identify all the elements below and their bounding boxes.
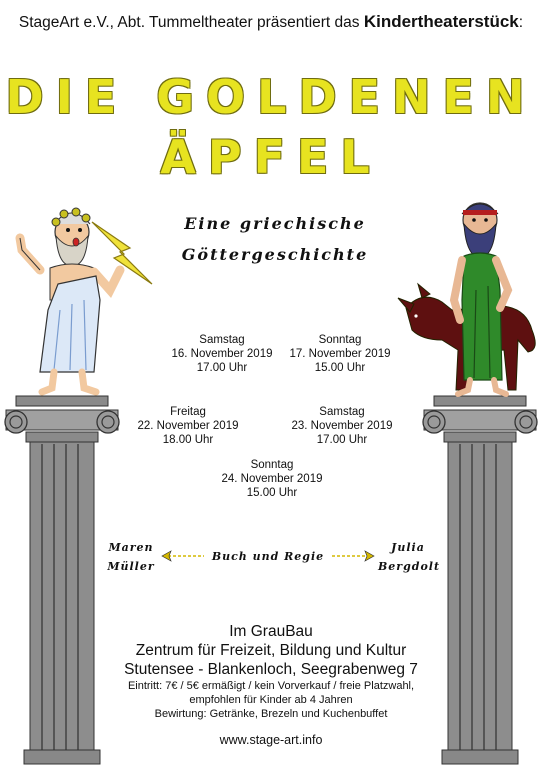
venue-age: empfohlen für Kinder ab 4 Jahren (189, 694, 353, 706)
date-2-day: Sonntag (318, 334, 362, 346)
date-5-day: Sonntag (250, 459, 294, 471)
date-4-day: Samstag (319, 406, 365, 418)
date-block-5 (202, 458, 342, 500)
lightning-bolt-icon (90, 218, 160, 288)
date-5-time: 15.00 Uhr (246, 487, 298, 499)
credit-right (378, 538, 441, 576)
title-line-1: DIE GOLDENEN (5, 70, 537, 124)
credit-right-first: Julia (391, 541, 425, 554)
date-2-date: 17. November 2019 (289, 348, 391, 360)
date-4-date: 23. November 2019 (291, 420, 393, 432)
date-block-2 (270, 333, 410, 375)
website-link[interactable]: www.stage-art.info (219, 733, 323, 747)
date-3-time: 18.00 Uhr (162, 434, 214, 446)
golden-arrow-right-icon (330, 549, 374, 563)
venue-name: Im GrauBau (229, 623, 313, 640)
header-highlight: Kindertheaterstück (363, 12, 519, 31)
credit-right-last: Bergdolt (378, 560, 441, 573)
venue-center: Zentrum für Freizeit, Bildung und Kultur (135, 642, 407, 659)
date-3-day: Freitag (170, 406, 206, 418)
credit-left-last: Müller (107, 560, 155, 573)
credit-left (104, 538, 158, 576)
hades-figure (392, 190, 542, 400)
date-5-date: 24. November 2019 (221, 473, 323, 485)
date-block-4 (272, 405, 412, 447)
date-3-date: 22. November 2019 (137, 420, 239, 432)
date-block-3 (118, 405, 258, 447)
subtitle-line-1: Eine griechische (184, 214, 366, 233)
date-1-date: 16. November 2019 (171, 348, 273, 360)
date-1-time: 17.00 Uhr (196, 362, 248, 374)
venue-admission: Eintritt: 7€ / 5€ ermäßigt / kein Vorverkauf / freie Platzwahl, (127, 680, 415, 692)
header-prefix: StageArt e.V., Abt. Tummeltheater präsentiert das (18, 14, 364, 31)
venue-catering: Bewirtung: Getränke, Brezeln und Kuchenbuffet (154, 708, 388, 720)
venue-address: Stutensee - Blankenloch, Seegrabenweg 7 (124, 661, 418, 678)
header-suffix: : (518, 14, 524, 31)
header-line (0, 12, 542, 32)
subtitle-line-2: Göttergeschichte (181, 245, 369, 264)
credit-center: Buch und Regie (211, 550, 325, 563)
venue-block (100, 622, 442, 721)
date-2-time: 15.00 Uhr (314, 362, 366, 374)
credit-left-first: Maren (108, 541, 154, 554)
date-4-time: 17.00 Uhr (316, 434, 368, 446)
golden-arrow-left-icon (162, 549, 206, 563)
title-line-2: ÄPFEL (160, 130, 382, 184)
date-1-day: Samstag (199, 334, 245, 346)
